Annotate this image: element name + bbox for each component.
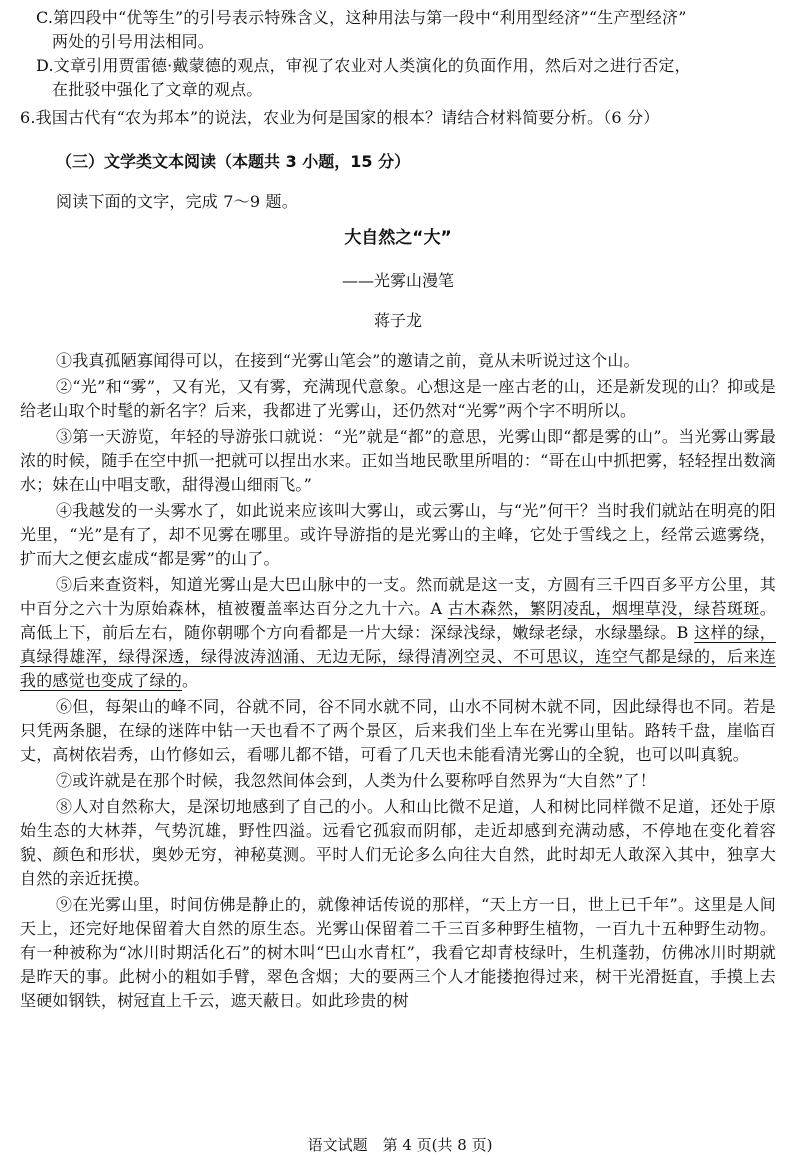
paragraph-8: ⑧人对自然称大，是深切地感到了自己的小。人和山比微不足道，人和树比同样微不足道，还处于原始生态的大林莽，气势沉雄，野性四溢。远看它孤寂而阴郁，走近却感到充满动感，不停地在变化着容貌、颜色和形状，奥妙无穷，神秘莫测。平时人们无论多么向往大自然，此时却无人敢深入其中，独享大自然的亲近抚摸。: [20, 797, 776, 888]
paragraph-5-part-a: ⑤后来查资料，知道光雾山是大巴山脉中的一支。然而就是这一支，方圆有三千四百多平方公里，其中百分之六十为原始森林，植被覆盖率达百分之九十六。A: [20, 575, 776, 618]
underlined-sentence-a: 古木森然，繁阴凌乱，烟埋草没，绿苔斑斑: [447, 599, 760, 618]
paragraph-3: ③第一天游览，年轻的导游张口就说：“光”就是“都”的意思，光雾山即“都是雾的山”。当光雾山雾最浓的时候，随手在空中抓一把就可以捏出水来。正如当地民歌里所唱的：“哥在山中抓把雾，轻轻捏出数滴水；妹在山中唱支歌，甜得漫山细雨飞。”: [20, 427, 776, 494]
option-d-text: D.文章引用贾雷德·戴蒙德的观点，审视了农业对人类演化的负面作用，然后对之进行否定，: [36, 56, 691, 75]
underlined-sentence-b: 这样的绿，真绿得雄浑，绿得深透，绿得波涛汹涌、无边无际，绿得清冽空灵、不可思议，连空气都是绿的，后来连我的感觉也变成了绿的: [20, 623, 776, 690]
option-d-continuation: 在批驳中强化了文章的观点。: [52, 80, 263, 99]
option-c-text: C.第四段中“优等生”的引号表示特殊含义，这种用法与第一段中“利用型经济”“生产型经济”: [36, 8, 687, 27]
article-title: 大自然之“大”: [344, 228, 452, 248]
option-c-continuation: 两处的引号用法相同。: [52, 32, 215, 51]
section-heading: （三）文学类文本阅读（本题共 3 小题，15 分）: [56, 152, 411, 171]
article-subtitle: ——光雾山漫笔: [341, 271, 454, 290]
paragraph-4: ④我越发的一头雾水了，如此说来应该叫大雾山，或云雾山，与“光”何干？当时我们就站在明亮的阳光里，“光”是有了，却不见雾在哪里。或许导游指的是光雾山的主峰，它处于雪线之上，经常云遮雾绕，扩而大之便玄虚成“都是雾”的山了。: [20, 501, 776, 568]
paragraph-9: ⑨在光雾山里，时间仿佛是静止的，就像神话传说的那样，“天上方一日，世上已千年”。这里是人间天上，还完好地保留着大自然的原生态。光雾山保留着二千三百多种野生植物，一百九十五种野生动物。有一种被称为“冰川时期活化石”的树木叫“巴山水青杠”，我看它却青枝绿叶，生机蓬勃，仿佛冰川时期就是昨天的事。此树小的粗如手臂，翠色含烟；大的要两三个人才能搂抱得过来，树干光滑挺直，手摸上去坚硬如钢铁，树冠直上千云，遮天蔽日。如此珍贵的树: [20, 895, 776, 1010]
page-footer: 语文试题 第 4 页(共 8 页): [307, 1136, 493, 1154]
paragraph-5-part-b: 。高低上下，前后左右，随你朝哪个方向看都是一片大绿：深绿浅绿，嫩绿老绿，水绿墨绿。B: [20, 599, 776, 642]
section-instruction: 阅读下面的文字，完成 7～9 题。: [56, 192, 298, 211]
option-c: [20, 6, 776, 54]
paragraph-5-part-c: 。: [182, 671, 199, 690]
paragraph-1: ①我真孤陋寡闻得可以，在接到“光雾山笔会”的邀请之前，竟从未听说过这个山。: [56, 351, 640, 370]
paragraph-2: ②“光”和“雾”，又有光，又有雾，充满现代意象。心想这是一座古老的山，还是新发现的山？抑或是给老山取个时髦的新名字？后来，我都进了光雾山，还仍然对“光雾”两个字不明所以。: [20, 377, 776, 420]
paragraph-6: ⑥但，每架山的峰不同，谷就不同，谷不同水就不同，山水不同树木就不同，因此绿得也不同。若是只凭两条腿，在绿的迷阵中钻一天也看不了两个景区，后来我们坐上车在光雾山里钻。路转千盘，崖临百丈，高树依岩秀，山竹修如云，看哪儿都不错，可看了几天也未能看清光雾山的全貌，也可以叫真貌。: [20, 697, 776, 764]
question-6: 6.我国古代有“农为邦本”的说法，农业为何是国家的根本？请结合材料简要分析。（6 分）: [20, 108, 660, 127]
paragraph-5: [20, 573, 776, 693]
option-d: [20, 54, 776, 102]
article-author: 蒋子龙: [373, 311, 422, 330]
paragraph-7: ⑦或许就是在那个时候，我忽然间体会到，人类为什么要称呼自然界为“大自然”了！: [56, 771, 656, 790]
